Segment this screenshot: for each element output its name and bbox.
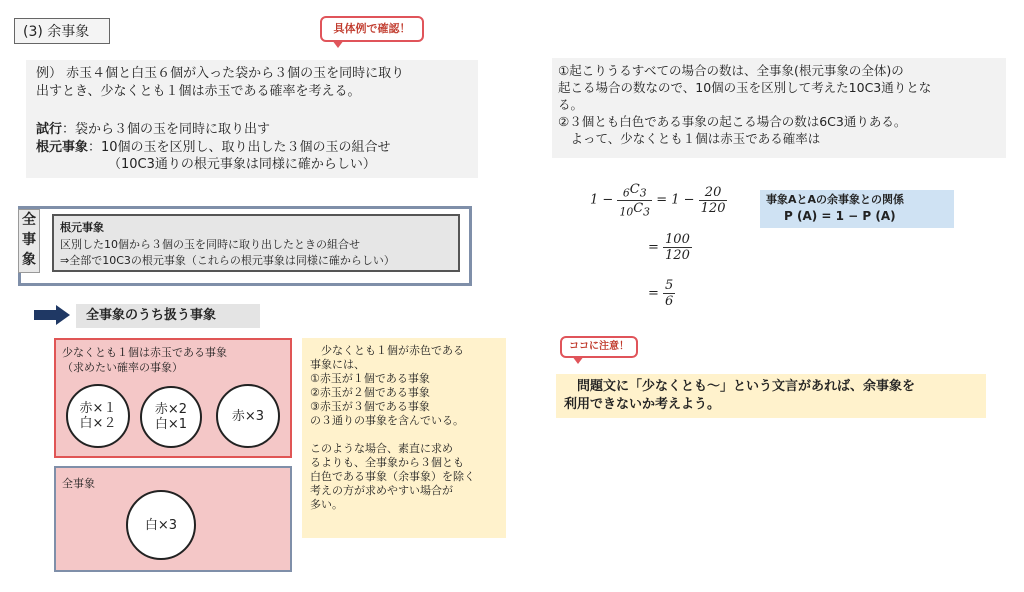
note-line: 白色である事象（余事象）を除く	[310, 470, 475, 483]
root-note: （10C3通りの根元事象は同様に確からしい）	[108, 157, 376, 172]
arrow-shaft	[34, 310, 56, 320]
note-line: ①赤玉が１個である事象	[310, 372, 430, 385]
full-event-title: 根元事象	[60, 221, 104, 234]
white3-circle: 白×3	[126, 490, 196, 560]
relation-formula: P (A) = 1 − P (A)	[784, 209, 896, 223]
note-line: このような場合、素直に求め	[310, 442, 453, 455]
root-text: ：10個の玉を区別し、取り出した３個の玉の組合せ	[88, 140, 391, 155]
at-least-title: 少なくとも１個は赤玉である事象	[62, 346, 227, 359]
formula-num-2: 100	[665, 232, 690, 247]
trial-row	[36, 122, 270, 137]
red1-white2-circle: 赤×１ 白×２	[66, 384, 130, 448]
red3-circle: 赤×3	[216, 384, 280, 448]
formula-den-1: 120	[700, 200, 726, 216]
trial-text: ：袋から３個の玉を同時に取り出す	[62, 122, 271, 137]
note-line: 考えの方が求めやすい場合が	[310, 484, 453, 497]
caution-callout: ココに注意！	[560, 336, 638, 358]
complement-title: 全事象	[62, 477, 95, 490]
relation-box	[760, 190, 954, 228]
explanation-panel	[552, 58, 1006, 158]
explanation-line: 起こる場合の数なので、10個の玉を区別して考えた10C3通りとな	[558, 80, 932, 95]
note-line: るよりも、全事象から３個とも	[310, 456, 464, 469]
explanation-line: ①起こりうるすべての場合の数は、全事象(根元事象の全体)の	[558, 63, 904, 78]
root-row	[36, 140, 391, 155]
note-line	[310, 428, 498, 442]
explanation-line: よって、少なくとも１個は赤玉である確率は	[558, 131, 821, 146]
example-callout: 具体例で確認！	[320, 16, 424, 42]
note-line: 多い。	[310, 498, 343, 511]
note-line: ②赤玉が２個である事象	[310, 386, 430, 399]
full-event-line-2: ⇒全部で10C3の根元事象（これらの根元事象は同様に確からしい）	[60, 254, 395, 267]
full-event-inner	[52, 214, 460, 272]
root-label: 根元事象	[36, 140, 89, 155]
side-label-char: 象	[22, 252, 36, 268]
note-line: の３通りの事象を含んでいる。	[310, 414, 464, 427]
formula-num-3: 5	[665, 278, 674, 293]
section-heading: 全事象のうち扱う事象	[76, 304, 260, 328]
caution-panel	[556, 374, 986, 418]
at-least-subtitle: （求めたい確率の事象）	[62, 361, 183, 374]
arrow-right-icon	[56, 305, 70, 325]
full-event-line-1: 区別した10個から３個の玉を同時に取り出したときの組合せ	[60, 238, 360, 251]
section-title: (3) 余事象	[14, 18, 110, 44]
caution-line-2: 利用できないか考えよう。	[564, 397, 721, 412]
at-least-one-red-box	[54, 338, 292, 458]
note-line: ③赤玉が３個である事象	[310, 400, 430, 413]
full-event-side-label	[18, 209, 40, 273]
side-label-char: 事	[22, 232, 36, 248]
example-panel	[26, 60, 478, 178]
red2-white1-circle: 赤×2 白×1	[140, 386, 202, 448]
side-label-char: 全	[22, 212, 36, 228]
formula-den-2: 120	[665, 248, 690, 263]
formula-num-1: 20	[699, 185, 728, 201]
formula-line-3: = $\frac{5}{6}$	[648, 278, 674, 309]
full-event-white-box	[54, 466, 292, 572]
example-line-2: 出すとき、少なくとも１個は赤玉である確率を考える。	[36, 84, 361, 99]
formula-den-3: 6	[665, 294, 674, 309]
note-line: 事象には、	[310, 358, 365, 371]
trial-label: 試行	[36, 122, 63, 137]
relation-title: 事象AとAの余事象との関係	[766, 193, 905, 206]
explanation-line: ②３個とも白色である事象の起こる場合の数は6C3通りある。	[558, 114, 907, 129]
formula-line-2: = $\frac{100}{120}$	[648, 232, 690, 263]
note-panel	[302, 338, 506, 538]
example-line-1: 例） 赤玉４個と白玉６個が入った袋から３個の玉を同時に取り	[36, 66, 405, 81]
caution-line-1: 問題文に「少なくとも〜」という文言があれば、余事象を	[564, 379, 916, 394]
formula-line-1: 1 − $\frac{_6C_3}{_{10}C_3}$ = 1 − $\frac{20}{120}$	[590, 182, 726, 219]
explanation-line: る。	[558, 97, 584, 112]
note-line: 少なくとも１個が赤色である	[310, 344, 464, 357]
